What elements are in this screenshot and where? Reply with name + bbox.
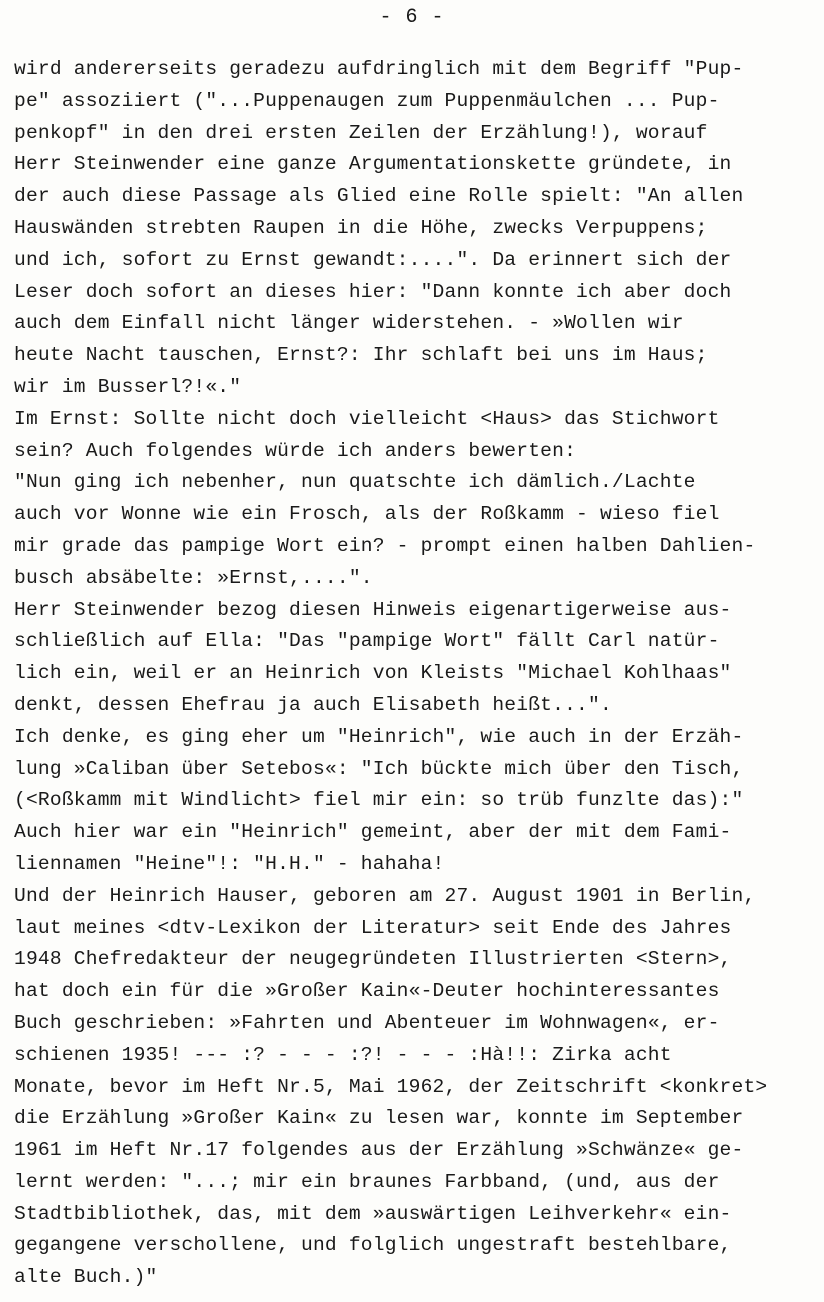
text-line: wir im Busserl?!«." bbox=[14, 375, 242, 398]
text-line: 1948 Chefredakteur der neugegründeten Illustrierten <Stern>, bbox=[14, 948, 732, 971]
text-line: lernt werden: "...; mir ein braunes Farbband, (und, aus der bbox=[14, 1170, 720, 1193]
text-line: auch dem Einfall nicht länger widerstehen. - »Wollen wir bbox=[14, 312, 684, 335]
text-line: hat doch ein für die »Großer Kain«-Deuter hochinteressantes bbox=[14, 980, 720, 1003]
text-line: laut meines <dtv-Lexikon der Literatur> seit Ende des Jahres bbox=[14, 916, 732, 939]
text-line: der auch diese Passage als Glied eine Rolle spielt: "An allen bbox=[14, 185, 744, 208]
text-line: schließlich auf Ella: "Das "pampige Wort" fällt Carl natür- bbox=[14, 630, 720, 653]
text-line: sein? Auch folgendes würde ich anders bewerten: bbox=[14, 439, 577, 462]
text-line: Herr Steinwender eine ganze Argumentationskette gründete, in bbox=[14, 153, 732, 176]
page-number: - 6 - bbox=[379, 6, 445, 29]
text-line: Auch hier war ein "Heinrich" gemeint, aber der mit dem Fami- bbox=[14, 821, 732, 844]
text-line: Im Ernst: Sollte nicht doch vielleicht <Haus> das Stichwort bbox=[14, 407, 720, 430]
text-line: "Nun ging ich nebenher, nun quatschte ich dämlich./Lachte bbox=[14, 471, 696, 494]
text-line: und ich, sofort zu Ernst gewandt:....". Da erinnert sich der bbox=[14, 248, 732, 271]
text-line: Herr Steinwender bezog diesen Hinweis eigenartigerweise aus- bbox=[14, 598, 732, 621]
text-line: (<Roßkamm mit Windlicht> fiel mir ein: so trüb funzlte das):" bbox=[14, 789, 744, 812]
text-line: wird andererseits geradezu aufdringlich mit dem Begriff "Pup- bbox=[14, 58, 744, 80]
text-line: lung »Caliban über Setebos«: "Ich bückte mich über den Tisch, bbox=[14, 757, 744, 780]
text-line: lich ein, weil er an Heinrich von Kleists "Michael Kohlhaas" bbox=[14, 662, 732, 685]
text-line: denkt, dessen Ehefrau ja auch Elisabeth heißt...". bbox=[14, 693, 612, 716]
text-line: Buch geschrieben: »Fahrten und Abenteuer im Wohnwagen«, er- bbox=[14, 1011, 720, 1034]
text-line: auch vor Wonne wie ein Frosch, als der Roßkamm - wieso fiel bbox=[14, 503, 720, 526]
text-line: Hauswänden strebten Raupen in die Höhe, zwecks Verpuppens; bbox=[14, 216, 708, 239]
text-line: Leser doch sofort an dieses hier: "Dann konnte ich aber doch bbox=[14, 280, 732, 303]
text-line: Stadtbibliothek, das, mit dem »auswärtigen Leihverkehr« ein- bbox=[14, 1202, 732, 1225]
text-line: penkopf" in den drei ersten Zeilen der Erzählung!), worauf bbox=[14, 121, 708, 144]
text-line: heute Nacht tauschen, Ernst?: Ihr schlaft bei uns im Haus; bbox=[14, 344, 708, 367]
text-line: die Erzählung »Großer Kain« zu lesen war, konnte im September bbox=[14, 1107, 744, 1130]
text-line: schienen 1935! --- :? - - - :?! - - - :Hà!!: Zirka acht bbox=[14, 1043, 672, 1066]
text-line: liennamen "Heine"!: "H.H." - hahaha! bbox=[14, 852, 445, 875]
text-line: pe" assoziiert ("...Puppenaugen zum Puppenmäulchen ... Pup- bbox=[14, 89, 720, 112]
body-text bbox=[14, 54, 818, 1294]
text-line: alte Buch.)" bbox=[14, 1266, 158, 1289]
text-line: Und der Heinrich Hauser, geboren am 27. August 1901 in Berlin, bbox=[14, 884, 756, 907]
text-line: Ich denke, es ging eher um "Heinrich", wie auch in der Erzäh- bbox=[14, 725, 744, 748]
text-line: busch absäbelte: »Ernst,....". bbox=[14, 566, 373, 589]
text-line: 1961 im Heft Nr.17 folgendes aus der Erzählung »Schwänze« ge- bbox=[14, 1139, 744, 1162]
text-line: Monate, bevor im Heft Nr.5, Mai 1962, der Zeitschrift <konkret> bbox=[14, 1075, 768, 1098]
text-line: mir grade das pampige Wort ein? - prompt einen halben Dahlien- bbox=[14, 534, 756, 557]
text-line: gegangene verschollene, und folglich ungestraft bestehlbare, bbox=[14, 1234, 732, 1257]
